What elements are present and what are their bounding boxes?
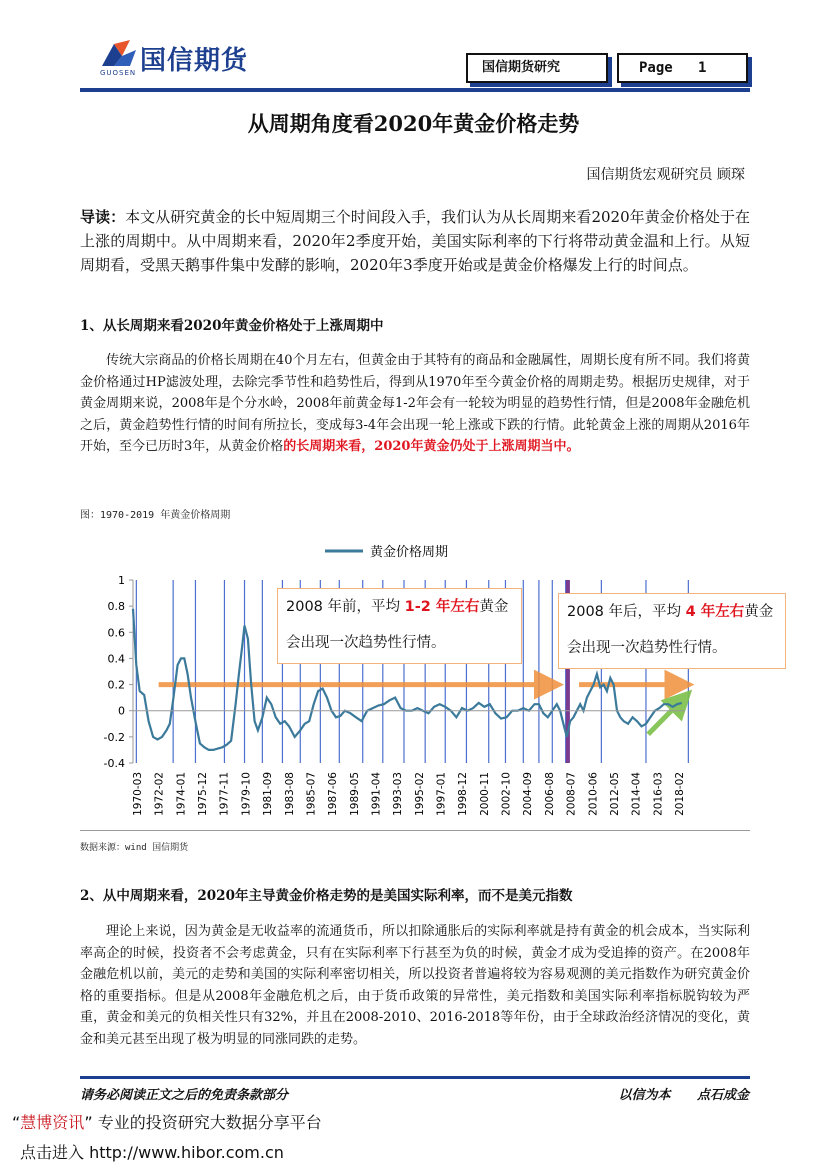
x-tick-label: 1970-03 bbox=[132, 772, 144, 816]
x-tick-label: 1997-01 bbox=[435, 772, 448, 816]
callout-pre-text-b: 黄金 bbox=[479, 599, 509, 615]
section1-highlight: 的长周期来看，2020年黄金仍处于上涨周期当中。 bbox=[283, 439, 580, 454]
footer-slogan: 以信为本 点石成金 bbox=[618, 1088, 749, 1103]
guosen-logo-icon bbox=[100, 38, 138, 68]
brand-sub: GUOSEN bbox=[100, 69, 137, 77]
y-tick-label: 0.6 bbox=[107, 626, 125, 640]
x-tick-label: 2018-02 bbox=[674, 772, 686, 816]
watermark-brand: 慧博资讯 bbox=[20, 1113, 85, 1132]
callout-pre-2008-line2: 会出现一次趋势性行情。 bbox=[286, 635, 446, 651]
page-indicator bbox=[617, 53, 748, 83]
brand-name: 国信期货 bbox=[140, 46, 249, 76]
x-tick-label: 2008-07 bbox=[565, 772, 578, 816]
x-tick-label: 2014-04 bbox=[630, 772, 643, 816]
callout-post-text-a: 2008 年后，平均 bbox=[567, 604, 686, 620]
x-tick-label: 2012-05 bbox=[608, 772, 621, 816]
watermark-line1 bbox=[12, 1110, 322, 1133]
callout-pre-2008-line1 bbox=[286, 589, 513, 625]
x-tick-label: 1987-06 bbox=[327, 772, 340, 816]
y-tick-label: -0.2 bbox=[103, 730, 125, 744]
callout-post-red: 4 年左右 bbox=[685, 604, 745, 620]
x-tick-label: 2016-03 bbox=[652, 772, 665, 816]
chart-legend bbox=[325, 544, 448, 560]
section1-heading: 1、从长周期来看2020年黄金价格处于上涨周期中 bbox=[80, 318, 384, 334]
page-label: Page bbox=[639, 60, 673, 76]
x-tick-label: 1979-10 bbox=[240, 772, 253, 816]
x-tick-label: 2010-06 bbox=[587, 772, 600, 816]
x-tick-label: 1985-07 bbox=[305, 772, 318, 816]
author-line: 国信期货宏观研究员 顾琛 bbox=[586, 167, 745, 183]
watermark-link[interactable]: 点击进入 http://www.hibor.com.cn bbox=[20, 1143, 284, 1162]
x-tick-label: 1995-02 bbox=[413, 772, 426, 816]
x-tick-label: 2004-09 bbox=[522, 772, 535, 816]
x-tick-label: 1991-04 bbox=[370, 772, 383, 816]
legend-label: 黄金价格周期 bbox=[370, 545, 449, 560]
figure-source: 数据来源：wind 国信期货 bbox=[80, 843, 189, 853]
x-tick-label: 1981-09 bbox=[262, 772, 275, 816]
x-tick-label: 1972-02 bbox=[153, 772, 166, 816]
section1-paragraph bbox=[80, 350, 750, 458]
gold-cycle-chart bbox=[80, 520, 750, 830]
document-title: 从周期角度看2020年黄金价格走势 bbox=[247, 111, 580, 136]
y-tick-label: 0 bbox=[118, 704, 125, 718]
x-tick-label: 2006-08 bbox=[543, 772, 556, 816]
y-axis bbox=[104, 574, 133, 770]
section2-paragraph: 理论上来说，因为黄金是无收益率的流通货币，所以扣除通胀后的实际利率就是持有黄金的机会成本，当实际利率高企的时候，投资者不会考虑黄金，只有在实际利率下行甚至为负的时候，黄金才成为受追捧的资产。在2008年金融危机以前，美元的走势和美国的实际利率密切相关，所以投资者普遍将较为容易观测的美元指数作为研究黄金价格的重要指标。但是从2008年金融危机之后，由于货币政策的异常性，美元指数和美国实际利率指标脱钩较为严重，黄金和美元的负相关性只有32%，并且在2008-2010、2016-2018等年份，由于全球政治经济情况的变化，黄金和美元甚至出现了极为明显的同涨同跌的走势。 bbox=[80, 924, 750, 1047]
callout-pre-2008 bbox=[277, 588, 522, 664]
watermark-tagline: ” 专业的投资研究大数据分享平台 bbox=[84, 1113, 322, 1132]
intro-text: 本文从研究黄金的长中短周期三个时间段入手，我们认为从长周期来看2020年黄金价格处于在上涨的周期中。从中周期来看，2020年2季度开始，美国实际利率的下行将带动黄金温和上行。从短周期看，受黑天鹅事件集中发酵的影响，2020年3季度开始或是黄金价格爆发上行的时间点。 bbox=[80, 208, 750, 274]
figure-caption: 图：1970-2019 年黄金价格周期 bbox=[80, 510, 231, 521]
footer-rule bbox=[80, 1076, 750, 1079]
dept-label: 国信期货研究 bbox=[466, 53, 608, 83]
intro-lead: 导读： bbox=[80, 208, 126, 226]
y-tick-label: 0.8 bbox=[107, 600, 125, 614]
x-tick-label: 1977-11 bbox=[218, 772, 231, 816]
callout-post-2008-line2: 会出现一次趋势性行情。 bbox=[567, 640, 727, 656]
disclaimer-note: 请务必阅读正文之后的免责条款部分 bbox=[80, 1088, 289, 1103]
x-tick-label: 2002-10 bbox=[500, 772, 513, 816]
watermark-quote-open: “ bbox=[12, 1113, 21, 1132]
callout-post-2008-line1 bbox=[567, 594, 777, 630]
x-tick-label: 1975-12 bbox=[197, 772, 210, 816]
callout-post-2008 bbox=[558, 593, 786, 669]
x-tick-label: 1989-05 bbox=[348, 772, 361, 816]
x-tick-label: 1993-03 bbox=[392, 772, 405, 816]
page-number: 1 bbox=[698, 60, 707, 76]
section2-heading: 2、从中周期来看，2020年主导黄金价格走势的是美国实际利率，而不是美元指数 bbox=[80, 888, 573, 904]
header-rule bbox=[80, 88, 750, 92]
section1-text: 传统大宗商品的价格长周期在40个月左右，但黄金由于其特有的商品和金融属性，周期长度有所不同。我们将黄金价格通过HP滤波处理，去除完季节性和趋势性后，得到从1970年至今黄金价格的周期走势。根据历史规律，对于黄金周期来说，2008年是个分水岭，2008年前黄金每1-2年会有一轮较为明显的趋势性行情，但是2008年金融危机之后，黄金趋势性行情的时间有所拉长，变成每3-4年会出现一轮上涨或下跌的行情。此轮黄金上涨的周期从2016年开始，至今已历时3年，从黄金价格 bbox=[80, 353, 750, 454]
intro-paragraph bbox=[80, 205, 750, 277]
x-tick-label: 1983-08 bbox=[283, 772, 296, 816]
x-tick-label: 1998-12 bbox=[457, 772, 470, 816]
callout-pre-red: 1-2 年左右 bbox=[404, 599, 480, 615]
x-axis bbox=[132, 711, 686, 816]
y-tick-label: 0.4 bbox=[107, 652, 125, 666]
y-tick-label: -0.4 bbox=[103, 757, 125, 770]
y-tick-label: 1 bbox=[118, 574, 125, 587]
source-rule bbox=[80, 830, 750, 831]
x-tick-label: 1974-01 bbox=[175, 772, 188, 816]
x-tick-label: 2000-11 bbox=[478, 772, 491, 816]
callout-pre-text-a: 2008 年前，平均 bbox=[286, 599, 405, 615]
y-tick-label: 0.2 bbox=[107, 678, 125, 692]
callout-post-text-b: 黄金 bbox=[744, 604, 774, 620]
